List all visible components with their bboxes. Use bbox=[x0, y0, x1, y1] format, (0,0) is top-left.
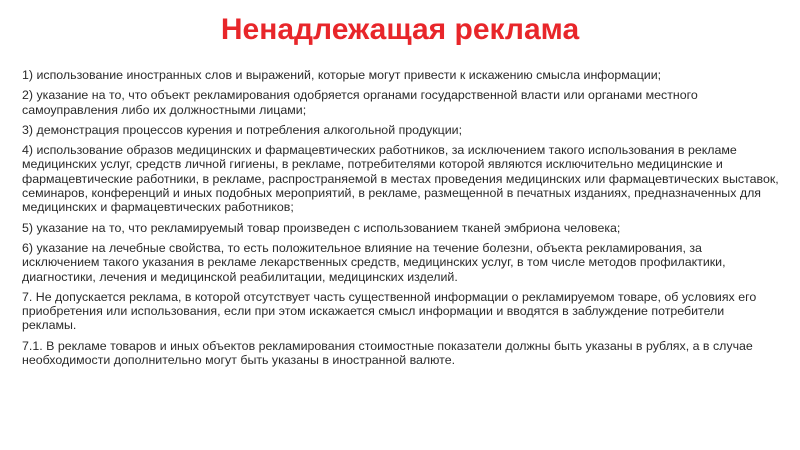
list-item: 2) указание на то, что объект рекламирования одобряется органами государственной власти или органами местного самоуправления либо их должностными лицами; bbox=[22, 88, 698, 117]
list-item: 7. Не допускается реклама, в которой отсутствует часть существенной информации о рекламируемом товаре, об условиях его приобретения или использования, если при этом искажается смысл информации и вводятся в заблуждение потребители рекламы. bbox=[22, 289, 757, 333]
list-item: 1) использование иностранных слов и выражений, которые могут привести к искажению смысла информации; bbox=[22, 68, 662, 82]
list-item: 3) демонстрация процессов курения и потребления алкогольной продукции; bbox=[22, 122, 463, 137]
list-item: 6) указание на лечебные свойства, то есть положительное влияние на течение болезни, объекта рекламирования, за исключением такого указания в рекламе лекарственных средств, медицинских услуг, в том числе методов профилактики, диагностики, лечения и медицинской реабилитации, медицинских изделий. bbox=[22, 240, 726, 284]
slide-title: Ненадлежащая реклама bbox=[220, 13, 580, 46]
list-item: 5) указание на то, что рекламируемый товар произведен с использованием тканей эмбриона человека; bbox=[22, 220, 621, 235]
list-item: 4) использование образов медицинских и фармацевтических работников, за исключением такого использования в рекламе медицинских услуг, средств личной гигиены, в рекламе, потребителями которой являются исключительно медицинские и фармацевтические работники, в рекламе, распространяемой в местах проведения медицинских или фармацевтических выставок, семинаров, конференций и иных подобных мероприятий, в рекламе, размещенной в печатных изданиях, предназначенных для медицинских и фармацевтических работников; bbox=[22, 143, 779, 215]
list-item: 7.1. В рекламе товаров и иных объектов рекламирования стоимостные показатели должны быть указаны в рублях, а в случае необходимости дополнительно могут быть указаны в иностранной валюте. bbox=[22, 338, 753, 368]
item-list bbox=[20, 68, 780, 367]
